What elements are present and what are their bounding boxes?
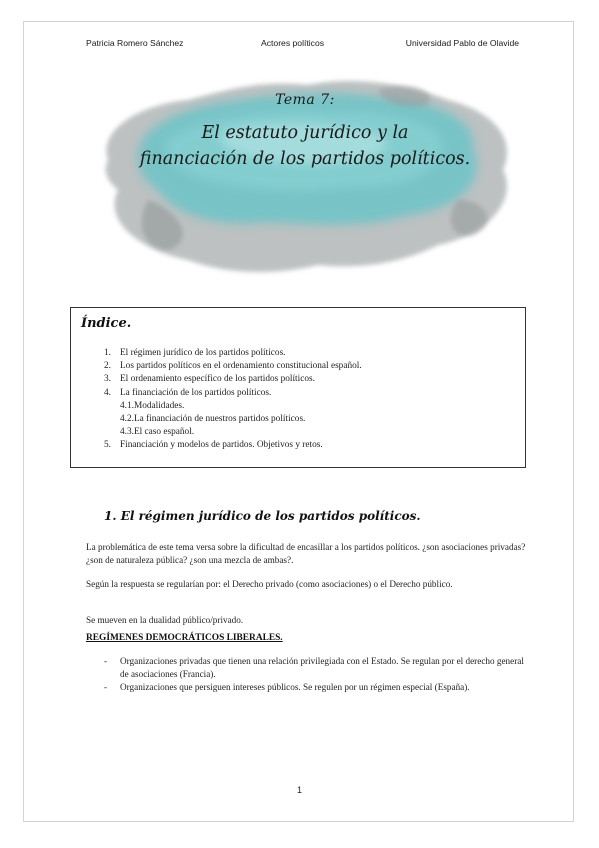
topic-label: Tema 7: — [275, 92, 335, 108]
index-subitem: 4.1.Modalidades. — [120, 400, 185, 411]
index-item: 3. El ordenamiento específico de los partidos políticos. — [104, 374, 315, 385]
paragraph-2: Según la respuesta se regularían por: el Derecho privado (como asociaciones) o el Derecho público. — [86, 579, 453, 589]
bullet-list — [104, 655, 524, 695]
page-number: 1 — [296, 785, 302, 795]
topic-title-line2: financiación de los partidos políticos. — [139, 149, 471, 169]
bullet-item: - Organizaciones que persiguen intereses públicos. Se regulen por un régimen especial (España). — [104, 682, 470, 692]
index-list — [104, 347, 362, 453]
regimes-subheading: REGÍMENES DEMOCRÁTICOS LIBERALES. — [86, 633, 283, 643]
cover-title — [130, 92, 480, 172]
watercolor-banner-image — [78, 50, 538, 300]
section-heading: 1. El régimen jurídico de los partidos políticos. — [104, 509, 421, 523]
header-subject: Actores políticos — [261, 38, 325, 48]
bullet-item: - Organizaciones privadas que tienen una relación privilegiada con el Estado. Se regulan por el derecho general de asociaciones (Francia). — [104, 656, 524, 679]
index-subitem: 4.2.La financiación de nuestros partidos políticos. — [120, 414, 306, 425]
index-subitem: 4.3.El caso español. — [120, 427, 195, 438]
topic-title-line1: El estatuto jurídico y la — [201, 123, 409, 143]
header-university: Universidad Pablo de Olavide — [405, 38, 519, 48]
index-box — [70, 307, 526, 468]
paragraph-1: La problemática de este tema versa sobre la dificultad de encasillar a los partidos políticos. ¿son asociaciones privadas? ¿son de naturaleza pública? ¿son una mezcla de ambas?. — [86, 542, 526, 565]
index-item: 2. Los partidos políticos en el ordenamiento constitucional español. — [104, 361, 362, 372]
index-item: 5. Financiación y modelos de partidos. Objetivos y retos. — [104, 440, 323, 451]
header-author: Patricia Romero Sánchez — [86, 38, 184, 48]
index-title: Índice. — [81, 316, 132, 331]
index-item: 4. La financiación de los partidos políticos. — [104, 387, 272, 398]
index-item: 1. El régimen jurídico de los partidos políticos. — [104, 348, 286, 358]
paragraph-3: Se mueven en la dualidad público/privado. — [86, 615, 244, 625]
